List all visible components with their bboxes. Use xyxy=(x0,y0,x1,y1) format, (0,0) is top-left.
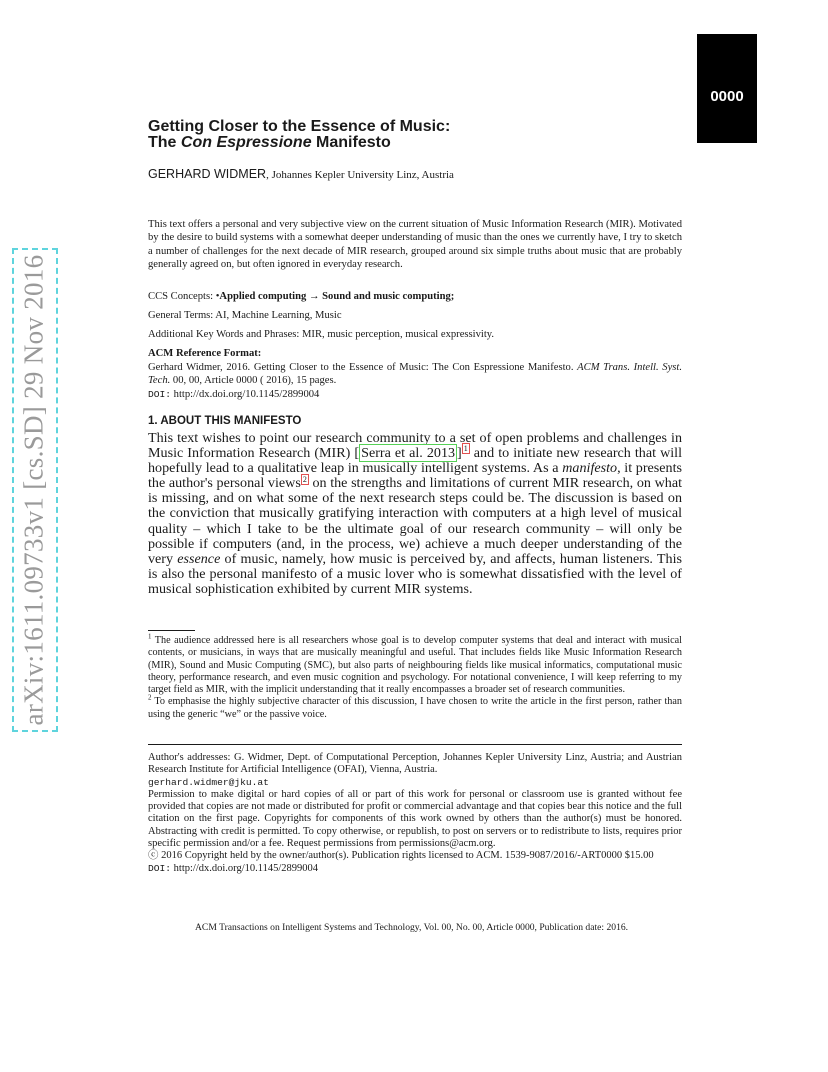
acm-ref-after: 00, 00, Article 0000 ( 2016), 15 pages. xyxy=(170,375,337,387)
title-prefix: The xyxy=(148,134,181,151)
section-heading: 1. ABOUT THIS MANIFESTO xyxy=(148,415,302,427)
footnote-1 xyxy=(148,632,682,696)
footnote-1-text: The audience addressed here is all researchers whose goal is to develop computer systems that deal and interact with musical contents, or musicians, in ways that are musically meaningful and useful. That includes fields like Music Information Research (MIR), Sound and Music Computing (SMC), but also parts of neighbouring fields like musical informatics, computational music theory, performance research, and even music cognition and psychology. For notational convenience, I will keep referring to my target field as MIR, with the implicit understanding that it really encompasses a broader set of research communities. xyxy=(148,635,682,696)
abstract: This text offers a personal and very subjective view on the current situation of Music Information Research (MIR). Motivated by the desire to build systems with a somewhat deeper understanding of music than the ones we currently have, I try to sketch a number of challenges for the next decade of MIR research, grouped around six simple truths about music that are probably generally agreed on, but often ignored in everyday research. xyxy=(148,219,682,271)
body-text-1: This text wishes to point our research community to a set of open problems and challenges in Music Information Research (MIR) xyxy=(148,430,682,462)
addresses-block xyxy=(148,752,682,875)
body-text-5: of music, namely, how music is perceived by, and affects, human listeners. This is also the personal manifesto of a music lover who is somewhat dissatisfied with the level of musical sophistication exhibited by current MIR systems. xyxy=(148,550,682,597)
ccs-prefix: CCS Concepts: xyxy=(148,291,216,302)
ccs-term-2: Sound and music computing; xyxy=(322,291,455,302)
doi-label: DOI: xyxy=(148,862,172,874)
body-italic-manifesto: manifesto xyxy=(562,460,618,477)
footnote-rule xyxy=(148,630,195,631)
footnote-2 xyxy=(148,696,682,721)
article-number: 0000 xyxy=(710,88,744,105)
ccs-arrow: → xyxy=(306,291,323,302)
acm-ref-text xyxy=(148,361,682,401)
general-terms: General Terms: AI, Machine Learning, Music xyxy=(148,310,342,321)
acm-ref-heading xyxy=(148,348,261,359)
authors-addresses: Author's addresses: G. Widmer, Dept. of Computational Perception, Johannes Kepler University Linz, Austria; and Austrian Research Institute for Artificial Intelligence (OFAI), Vienna, Austria. xyxy=(148,752,682,776)
author-line xyxy=(148,167,454,181)
title-suffix: Manifesto xyxy=(311,134,391,151)
acm-ref-doi-link[interactable]: http://dx.doi.org/10.1145/2899004 xyxy=(171,388,320,400)
body-italic-essence: essence xyxy=(177,550,221,567)
addresses-rule xyxy=(148,744,682,745)
footnote-1-mark: 1 xyxy=(148,632,152,641)
footnote-ref-1[interactable]: 1 xyxy=(463,444,468,454)
footnote-2-text: To emphasise the highly subjective character of this discussion, I have chosen to write the article in the first person, rather than using the generic “we” or the passive voice. xyxy=(148,696,682,720)
acm-ref-plain: Gerhard Widmer, 2016. Getting Closer to the Essence of Music: The Con Espressione Manifesto. xyxy=(148,362,578,373)
body-paragraph: This text wishes to point our research community to a set of open problems and challenges in Music Information Research (MIR) [ Serra et al. 2013 ] $^1$ and to initiate new research that will hopefully lead to a qualitative leap in musically intelligent systems. As a manifesto, it presents the author's personal views $^2$ on the strengths and limitations of current MIR research, on what is missing, and on what some of the next research steps could be. The discussion is based on the conviction that musically gratifying interaction with computers at a high level of musical quality – which I take to be the ultimate goal of our research community – will only be possible if computers (and, in the process, we) achieve a much deeper understanding of the very essence of music, namely, how music is perceived by, and affects, human listeners. This is also the personal manifesto of a music lover who is somewhat dissatisfied with the level of musical sophistication exhibited by current MIR systems. xyxy=(148,430,682,597)
permission-notice: Permission to make digital or hard copies of all or part of this work for personal or classroom use is granted without fee provided that copies are not made or distributed for profit or commercial advantage and that copies bear this notice and the full citation on the first page. Copyrights for components of this work owned by others than the author(s) must be honored. Abstracting with credit is permitted. To copy otherwise, or republish, to post on servers or to redistribute to lists, requires prior specific permission and/or a fee. Request permissions from permissions@acm.org. xyxy=(148,788,682,850)
acm-ref-doi-label: DOI: xyxy=(148,388,172,400)
copyright-notice: ⓒ 2016 Copyright held by the owner/author(s). Publication rights licensed to ACM. 1539-9087/2016/-ART0000 $15.00 xyxy=(148,850,654,862)
body-text-2: and to initiate new research that will hopefully lead to a qualitative leap in musically intelligent systems. As a xyxy=(148,445,682,477)
ccs-bullet: • xyxy=(215,291,220,302)
body-text-3: , it presents the author's personal views xyxy=(148,460,682,492)
footnote-2-mark: 2 xyxy=(148,694,152,703)
ccs-term-1: Applied computing xyxy=(219,291,307,302)
title-italic: Con Espressione xyxy=(180,134,312,151)
doi-link[interactable]: http://dx.doi.org/10.1145/2899004 xyxy=(171,862,319,874)
arxiv-stamp[interactable]: arXiv:1611.09733v1 [cs.SD] 29 Nov 2016 xyxy=(18,254,49,726)
citation-link[interactable]: Serra et al. 2013 xyxy=(361,445,456,462)
footnotes xyxy=(148,632,682,721)
keywords: Additional Key Words and Phrases: MIR, music perception, musical expressivity. xyxy=(148,329,495,340)
acm-ref-journal: ACM Trans. Intell. Syst. Tech. xyxy=(148,362,682,387)
body-text-4: on the strengths and limitations of current MIR research, on what is missing, and on what some of the next research steps could be. The discussion is based on the conviction that musically gratifying interaction with computers at a high level of musical quality – which I take to be the ultimate goal of our research community – will only be possible if computers (and, in the process, we) achieve a much deeper understanding of the very xyxy=(148,475,682,567)
paper-title-line2 xyxy=(148,134,391,152)
author-email[interactable]: gerhard.widmer@jku.at xyxy=(148,776,269,788)
paper-title-line1: Getting Closer to the Essence of Music: xyxy=(148,118,451,135)
acm-ref-heading-text: ACM Reference Format: xyxy=(148,348,262,359)
author-name: GERHARD WIDMER xyxy=(148,167,267,181)
ccs-concepts xyxy=(148,291,454,302)
author-affiliation: , Johannes Kepler University Linz, Austria xyxy=(266,169,454,181)
article-number-tab xyxy=(697,34,757,143)
doi-line xyxy=(148,863,682,875)
footnote-ref-2[interactable]: 2 xyxy=(302,474,307,484)
page-footer: ACM Transactions on Intelligent Systems and Technology, Vol. 00, No. 00, Article 0000, Publication date: 2016. xyxy=(195,922,629,933)
